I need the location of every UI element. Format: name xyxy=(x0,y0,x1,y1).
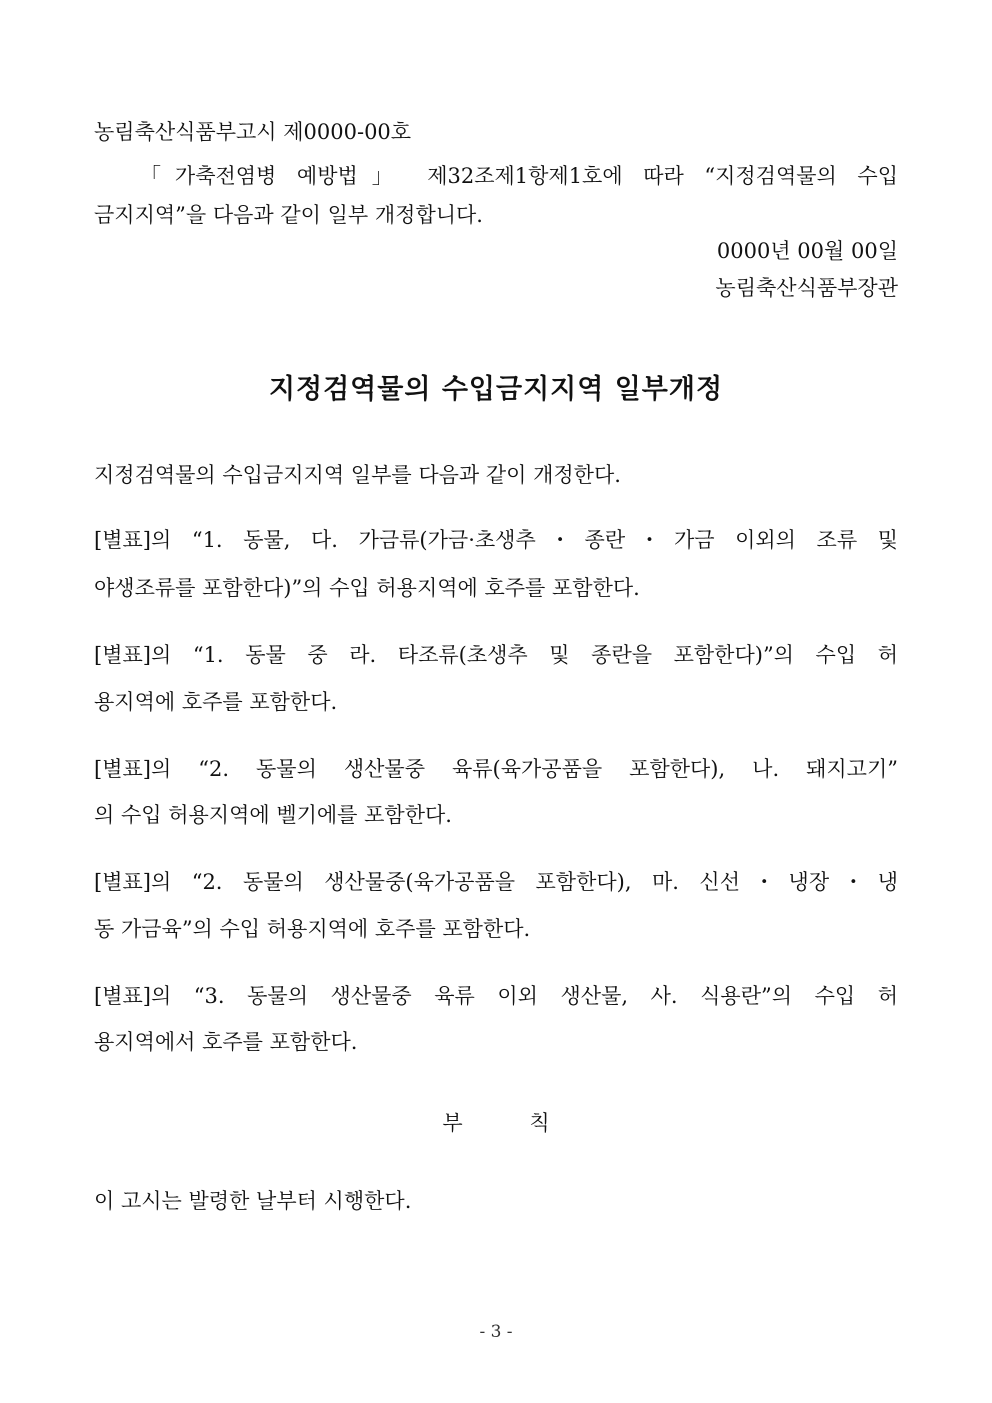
notice-number: 농림축산식품부고시 제0000-00호 xyxy=(94,120,412,144)
preamble-line-2: 금지지역”을 다음과 같이 일부 개정합니다. xyxy=(94,203,483,227)
page-number: - 3 - xyxy=(479,1322,513,1342)
document-title: 지정검역물의 수입금지지역 일부개정 xyxy=(268,374,724,405)
preamble-line-1: 「가축전염병 예방법」 제32조제1항제1호에 따라 “지정검역물의 수입 xyxy=(140,164,898,188)
amendment-1-line-1: [별표]의 “1. 동물, 다. 가금류(가금·초생추・종란・가금 이외의 조류 및 xyxy=(94,528,898,552)
amendment-2-line-1: [별표]의 “1. 동물 중 라. 타조류(초생추 및 종란을 포함한다)”의 수입 허 xyxy=(94,643,898,667)
amendment-5-line-1: [별표]의 “3. 동물의 생산물중 육류 이외 생산물, 사. 식용란”의 수입 허 xyxy=(94,984,898,1008)
notice-issuer: 농림축산식품부장관 xyxy=(715,276,898,300)
amendment-4-line-1: [별표]의 “2. 동물의 생산물중(육가공품을 포함한다), 마. 신선・냉장・냉 xyxy=(94,870,898,894)
addenda-heading xyxy=(94,1108,898,1138)
amendment-4-line-2: 동 가금육”의 수입 허용지역에 호주를 포함한다. xyxy=(94,917,531,941)
amendment-2-line-2: 용지역에 호주를 포함한다. xyxy=(94,690,338,714)
amendment-5-line-2: 용지역에서 호주를 포함한다. xyxy=(94,1030,358,1054)
addenda-text: 이 고시는 발령한 날부터 시행한다. xyxy=(94,1189,412,1213)
intro-text: 지정검역물의 수입금지지역 일부를 다음과 같이 개정한다. xyxy=(94,463,621,487)
notice-date: 0000년 00월 00일 xyxy=(716,239,898,263)
amendment-3-line-1: [별표]의 “2. 동물의 생산물중 육류(육가공품을 포함한다), 나. 돼지고기” xyxy=(94,757,898,781)
amendment-1-line-2: 야생조류를 포함한다)”의 수입 허용지역에 호주를 포함한다. xyxy=(94,576,640,600)
addenda-heading-text: 부 칙 xyxy=(442,1111,580,1135)
amendment-3-line-2: 의 수입 허용지역에 벨기에를 포함한다. xyxy=(94,803,452,827)
